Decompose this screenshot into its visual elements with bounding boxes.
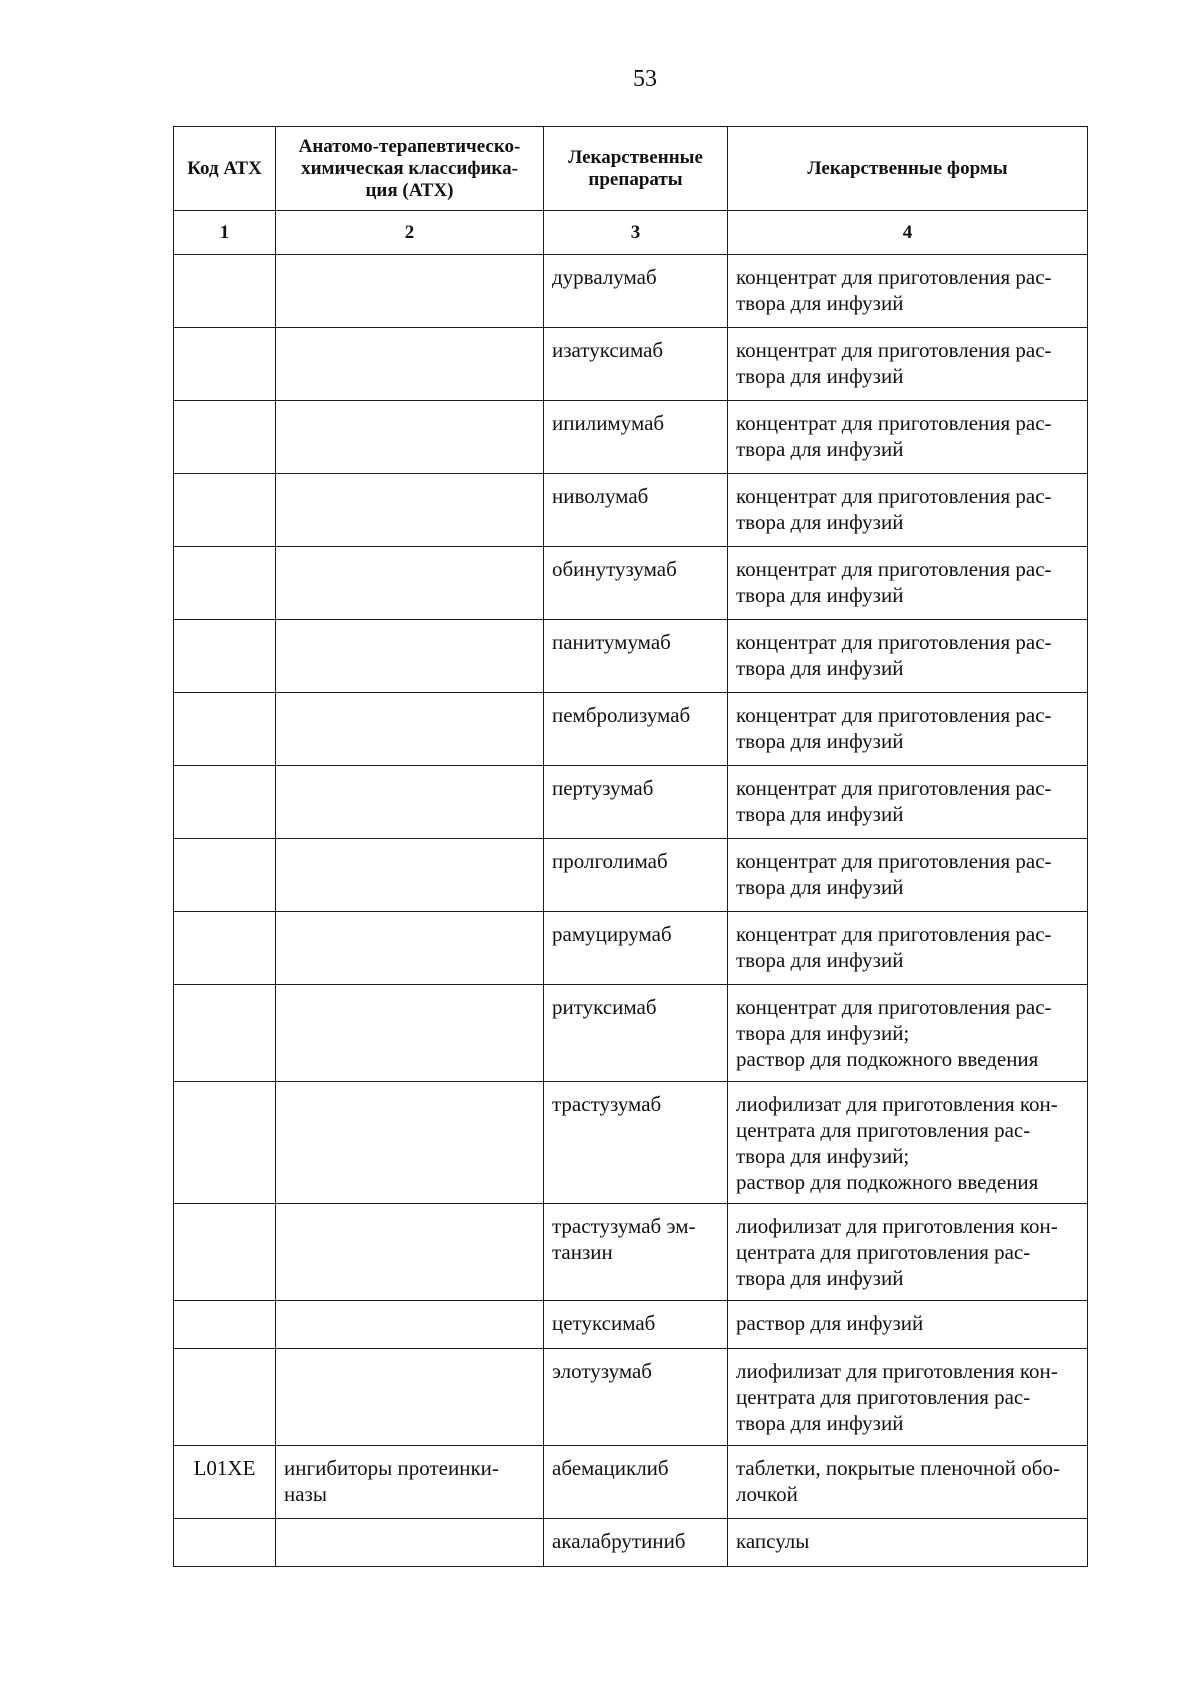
dosage-form-cell-line: раствор для инфузий bbox=[736, 1311, 924, 1335]
column-number: 1 bbox=[174, 211, 276, 255]
dosage-form-cell-line: раствор для подкожного введения bbox=[736, 1170, 1039, 1194]
dosage-form-cell-line: центрата для приготовления рас- bbox=[736, 1118, 1031, 1142]
dosage-form-cell-line: твора для инфузий bbox=[736, 802, 904, 826]
table-row bbox=[174, 1301, 1088, 1349]
drug-name-cell-line: пембролизумаб bbox=[552, 703, 691, 727]
atx-code-cell bbox=[174, 839, 276, 912]
header-atx-classification: Анатомо-терапевтическо- химическая классифика- ция (АТХ) bbox=[276, 127, 544, 211]
dosage-form-cell bbox=[728, 474, 1088, 547]
dosage-form-cell-line: твора для инфузий bbox=[736, 583, 904, 607]
drug-name-cell-line: рамуцирумаб bbox=[552, 922, 672, 946]
header-dosage-forms: Лекарственные формы bbox=[728, 127, 1088, 211]
atx-classification-cell bbox=[276, 839, 544, 912]
column-number-row bbox=[174, 211, 1088, 255]
dosage-form-cell bbox=[728, 1082, 1088, 1204]
table-row bbox=[174, 547, 1088, 620]
dosage-form-cell bbox=[728, 255, 1088, 328]
drug-name-cell-line: ритуксимаб bbox=[552, 995, 657, 1019]
table-row bbox=[174, 401, 1088, 474]
atx-code-cell bbox=[174, 620, 276, 693]
table-row bbox=[174, 474, 1088, 547]
dosage-form-cell-line: концентрат для приготовления рас- bbox=[736, 557, 1052, 581]
dosage-form-cell-line: концентрат для приготовления рас- bbox=[736, 630, 1052, 654]
drug-name-cell bbox=[544, 1519, 728, 1567]
table-row bbox=[174, 1446, 1088, 1519]
header-drugs: Лекарственные препараты bbox=[544, 127, 728, 211]
dosage-form-cell-line: концентрат для приготовления рас- bbox=[736, 703, 1052, 727]
drug-name-cell bbox=[544, 474, 728, 547]
atx-code-cell bbox=[174, 1204, 276, 1301]
atx-code-cell bbox=[174, 474, 276, 547]
dosage-form-cell bbox=[728, 401, 1088, 474]
atx-code-cell bbox=[174, 985, 276, 1082]
atx-classification-cell bbox=[276, 401, 544, 474]
atx-code-cell bbox=[174, 547, 276, 620]
dosage-form-cell-line: твора для инфузий; bbox=[736, 1021, 910, 1045]
table-row bbox=[174, 985, 1088, 1082]
dosage-form-cell-line: концентрат для приготовления рас- bbox=[736, 776, 1052, 800]
atx-classification-cell bbox=[276, 474, 544, 547]
atx-code-cell bbox=[174, 1301, 276, 1349]
drug-name-cell bbox=[544, 839, 728, 912]
table-row bbox=[174, 1519, 1088, 1567]
dosage-form-cell-line: твора для инфузий bbox=[736, 729, 904, 753]
dosage-form-cell bbox=[728, 766, 1088, 839]
drug-name-cell bbox=[544, 1204, 728, 1301]
dosage-form-cell bbox=[728, 839, 1088, 912]
dosage-form-cell bbox=[728, 912, 1088, 985]
atx-code-cell bbox=[174, 255, 276, 328]
dosage-form-cell-line: таблетки, покрытые пленочной обо- bbox=[736, 1456, 1060, 1480]
atx-classification-cell bbox=[276, 1082, 544, 1204]
drug-name-cell-line: панитумумаб bbox=[552, 630, 671, 654]
drug-name-cell-line: изатуксимаб bbox=[552, 338, 664, 362]
atx-classification-cell bbox=[276, 620, 544, 693]
drug-name-cell-line: трастузумаб bbox=[552, 1092, 662, 1116]
dosage-form-cell-line: твора для инфузий bbox=[736, 437, 904, 461]
dosage-form-cell-line: твора для инфузий bbox=[736, 291, 904, 315]
atx-classification-cell bbox=[276, 912, 544, 985]
atx-code-cell bbox=[174, 766, 276, 839]
table-row bbox=[174, 693, 1088, 766]
atx-table bbox=[173, 126, 1088, 1567]
drug-name-cell-line: обинутузумаб bbox=[552, 557, 677, 581]
drug-name-cell bbox=[544, 693, 728, 766]
drug-name-cell-line: ипилимумаб bbox=[552, 411, 665, 435]
drug-name-cell-line: ниволумаб bbox=[552, 484, 649, 508]
atx-classification-cell bbox=[276, 1446, 544, 1519]
drug-name-cell-line: абемациклиб bbox=[552, 1456, 669, 1480]
atx-classification-cell bbox=[276, 1519, 544, 1567]
drug-name-cell-line: танзин bbox=[552, 1240, 613, 1264]
dosage-form-cell-line: концентрат для приготовления рас- bbox=[736, 411, 1052, 435]
dosage-form-cell bbox=[728, 1204, 1088, 1301]
atx-code-cell bbox=[174, 912, 276, 985]
drug-name-cell-line: трастузумаб эм- bbox=[552, 1214, 696, 1238]
drug-name-cell bbox=[544, 547, 728, 620]
dosage-form-cell-line: концентрат для приготовления рас- bbox=[736, 995, 1052, 1019]
dosage-form-cell-line: капсулы bbox=[736, 1529, 810, 1553]
atx-classification-cell-line: ингибиторы протеинки- bbox=[284, 1456, 499, 1480]
dosage-form-cell-line: твора для инфузий bbox=[736, 875, 904, 899]
dosage-form-cell-line: центрата для приготовления рас- bbox=[736, 1385, 1031, 1409]
atx-classification-cell bbox=[276, 328, 544, 401]
page-number: 53 bbox=[633, 66, 657, 92]
dosage-form-cell bbox=[728, 328, 1088, 401]
table-row bbox=[174, 1082, 1088, 1204]
header-atx-code: Код АТХ bbox=[174, 127, 276, 211]
dosage-form-cell bbox=[728, 1519, 1088, 1567]
table-row bbox=[174, 328, 1088, 401]
dosage-form-cell bbox=[728, 1349, 1088, 1446]
atx-classification-cell bbox=[276, 985, 544, 1082]
atx-code-cell bbox=[174, 693, 276, 766]
drug-name-cell bbox=[544, 1446, 728, 1519]
drug-name-cell-line: пролголимаб bbox=[552, 849, 668, 873]
column-number: 2 bbox=[276, 211, 544, 255]
drug-name-cell bbox=[544, 620, 728, 693]
drug-name-cell-line: дурвалумаб bbox=[552, 265, 657, 289]
drug-name-cell bbox=[544, 1301, 728, 1349]
atx-code-cell bbox=[174, 1519, 276, 1567]
dosage-form-cell-line: центрата для приготовления рас- bbox=[736, 1240, 1031, 1264]
drug-name-cell-line: акалабрутиниб bbox=[552, 1529, 686, 1553]
atx-code-cell bbox=[174, 1349, 276, 1446]
atx-code-cell bbox=[174, 328, 276, 401]
dosage-form-cell-line: концентрат для приготовления рас- bbox=[736, 338, 1052, 362]
atx-classification-cell bbox=[276, 255, 544, 328]
dosage-form-cell-line: лиофилизат для приготовления кон- bbox=[736, 1214, 1058, 1238]
drug-name-cell-line: цетуксимаб bbox=[552, 1311, 656, 1335]
atx-code-cell bbox=[174, 401, 276, 474]
drug-name-cell bbox=[544, 985, 728, 1082]
table-row bbox=[174, 912, 1088, 985]
table-row bbox=[174, 255, 1088, 328]
atx-classification-cell bbox=[276, 547, 544, 620]
dosage-form-cell-line: концентрат для приготовления рас- bbox=[736, 265, 1052, 289]
table-row bbox=[174, 839, 1088, 912]
dosage-form-cell-line: твора для инфузий bbox=[736, 656, 904, 680]
drug-name-cell bbox=[544, 328, 728, 401]
dosage-form-cell-line: концентрат для приготовления рас- bbox=[736, 922, 1052, 946]
header-row bbox=[174, 127, 1088, 211]
dosage-form-cell-line: твора для инфузий bbox=[736, 1266, 904, 1290]
table-row bbox=[174, 620, 1088, 693]
atx-classification-cell bbox=[276, 1301, 544, 1349]
atx-code-cell: L01XE bbox=[174, 1446, 276, 1519]
drug-name-cell bbox=[544, 1082, 728, 1204]
column-number: 3 bbox=[544, 211, 728, 255]
drug-name-cell-line: пертузумаб bbox=[552, 776, 654, 800]
drug-name-cell-line: элотузумаб bbox=[552, 1359, 652, 1383]
dosage-form-cell-line: концентрат для приготовления рас- bbox=[736, 849, 1052, 873]
dosage-form-cell bbox=[728, 1301, 1088, 1349]
dosage-form-cell bbox=[728, 547, 1088, 620]
atx-classification-cell bbox=[276, 1349, 544, 1446]
drug-name-cell bbox=[544, 912, 728, 985]
table-row bbox=[174, 766, 1088, 839]
drug-name-cell bbox=[544, 255, 728, 328]
atx-classification-cell bbox=[276, 1204, 544, 1301]
dosage-form-cell-line: твора для инфузий bbox=[736, 510, 904, 534]
dosage-form-cell bbox=[728, 620, 1088, 693]
atx-code-cell bbox=[174, 1082, 276, 1204]
dosage-form-cell-line: раствор для подкожного введения bbox=[736, 1047, 1039, 1071]
atx-classification-cell bbox=[276, 766, 544, 839]
dosage-form-cell-line: твора для инфузий bbox=[736, 364, 904, 388]
dosage-form-cell-line: твора для инфузий bbox=[736, 948, 904, 972]
dosage-form-cell-line: лиофилизат для приготовления кон- bbox=[736, 1359, 1058, 1383]
drug-name-cell bbox=[544, 401, 728, 474]
table-row bbox=[174, 1349, 1088, 1446]
dosage-form-cell bbox=[728, 693, 1088, 766]
drug-name-cell bbox=[544, 766, 728, 839]
column-number: 4 bbox=[728, 211, 1088, 255]
dosage-form-cell-line: лочкой bbox=[736, 1482, 798, 1506]
atx-classification-cell-line: назы bbox=[284, 1482, 327, 1506]
dosage-form-cell-line: концентрат для приготовления рас- bbox=[736, 484, 1052, 508]
dosage-form-cell bbox=[728, 1446, 1088, 1519]
drug-name-cell bbox=[544, 1349, 728, 1446]
table-row bbox=[174, 1204, 1088, 1301]
dosage-form-cell bbox=[728, 985, 1088, 1082]
dosage-form-cell-line: твора для инфузий; bbox=[736, 1144, 910, 1168]
dosage-form-cell-line: твора для инфузий bbox=[736, 1411, 904, 1435]
dosage-form-cell-line: лиофилизат для приготовления кон- bbox=[736, 1092, 1058, 1116]
atx-classification-cell bbox=[276, 693, 544, 766]
